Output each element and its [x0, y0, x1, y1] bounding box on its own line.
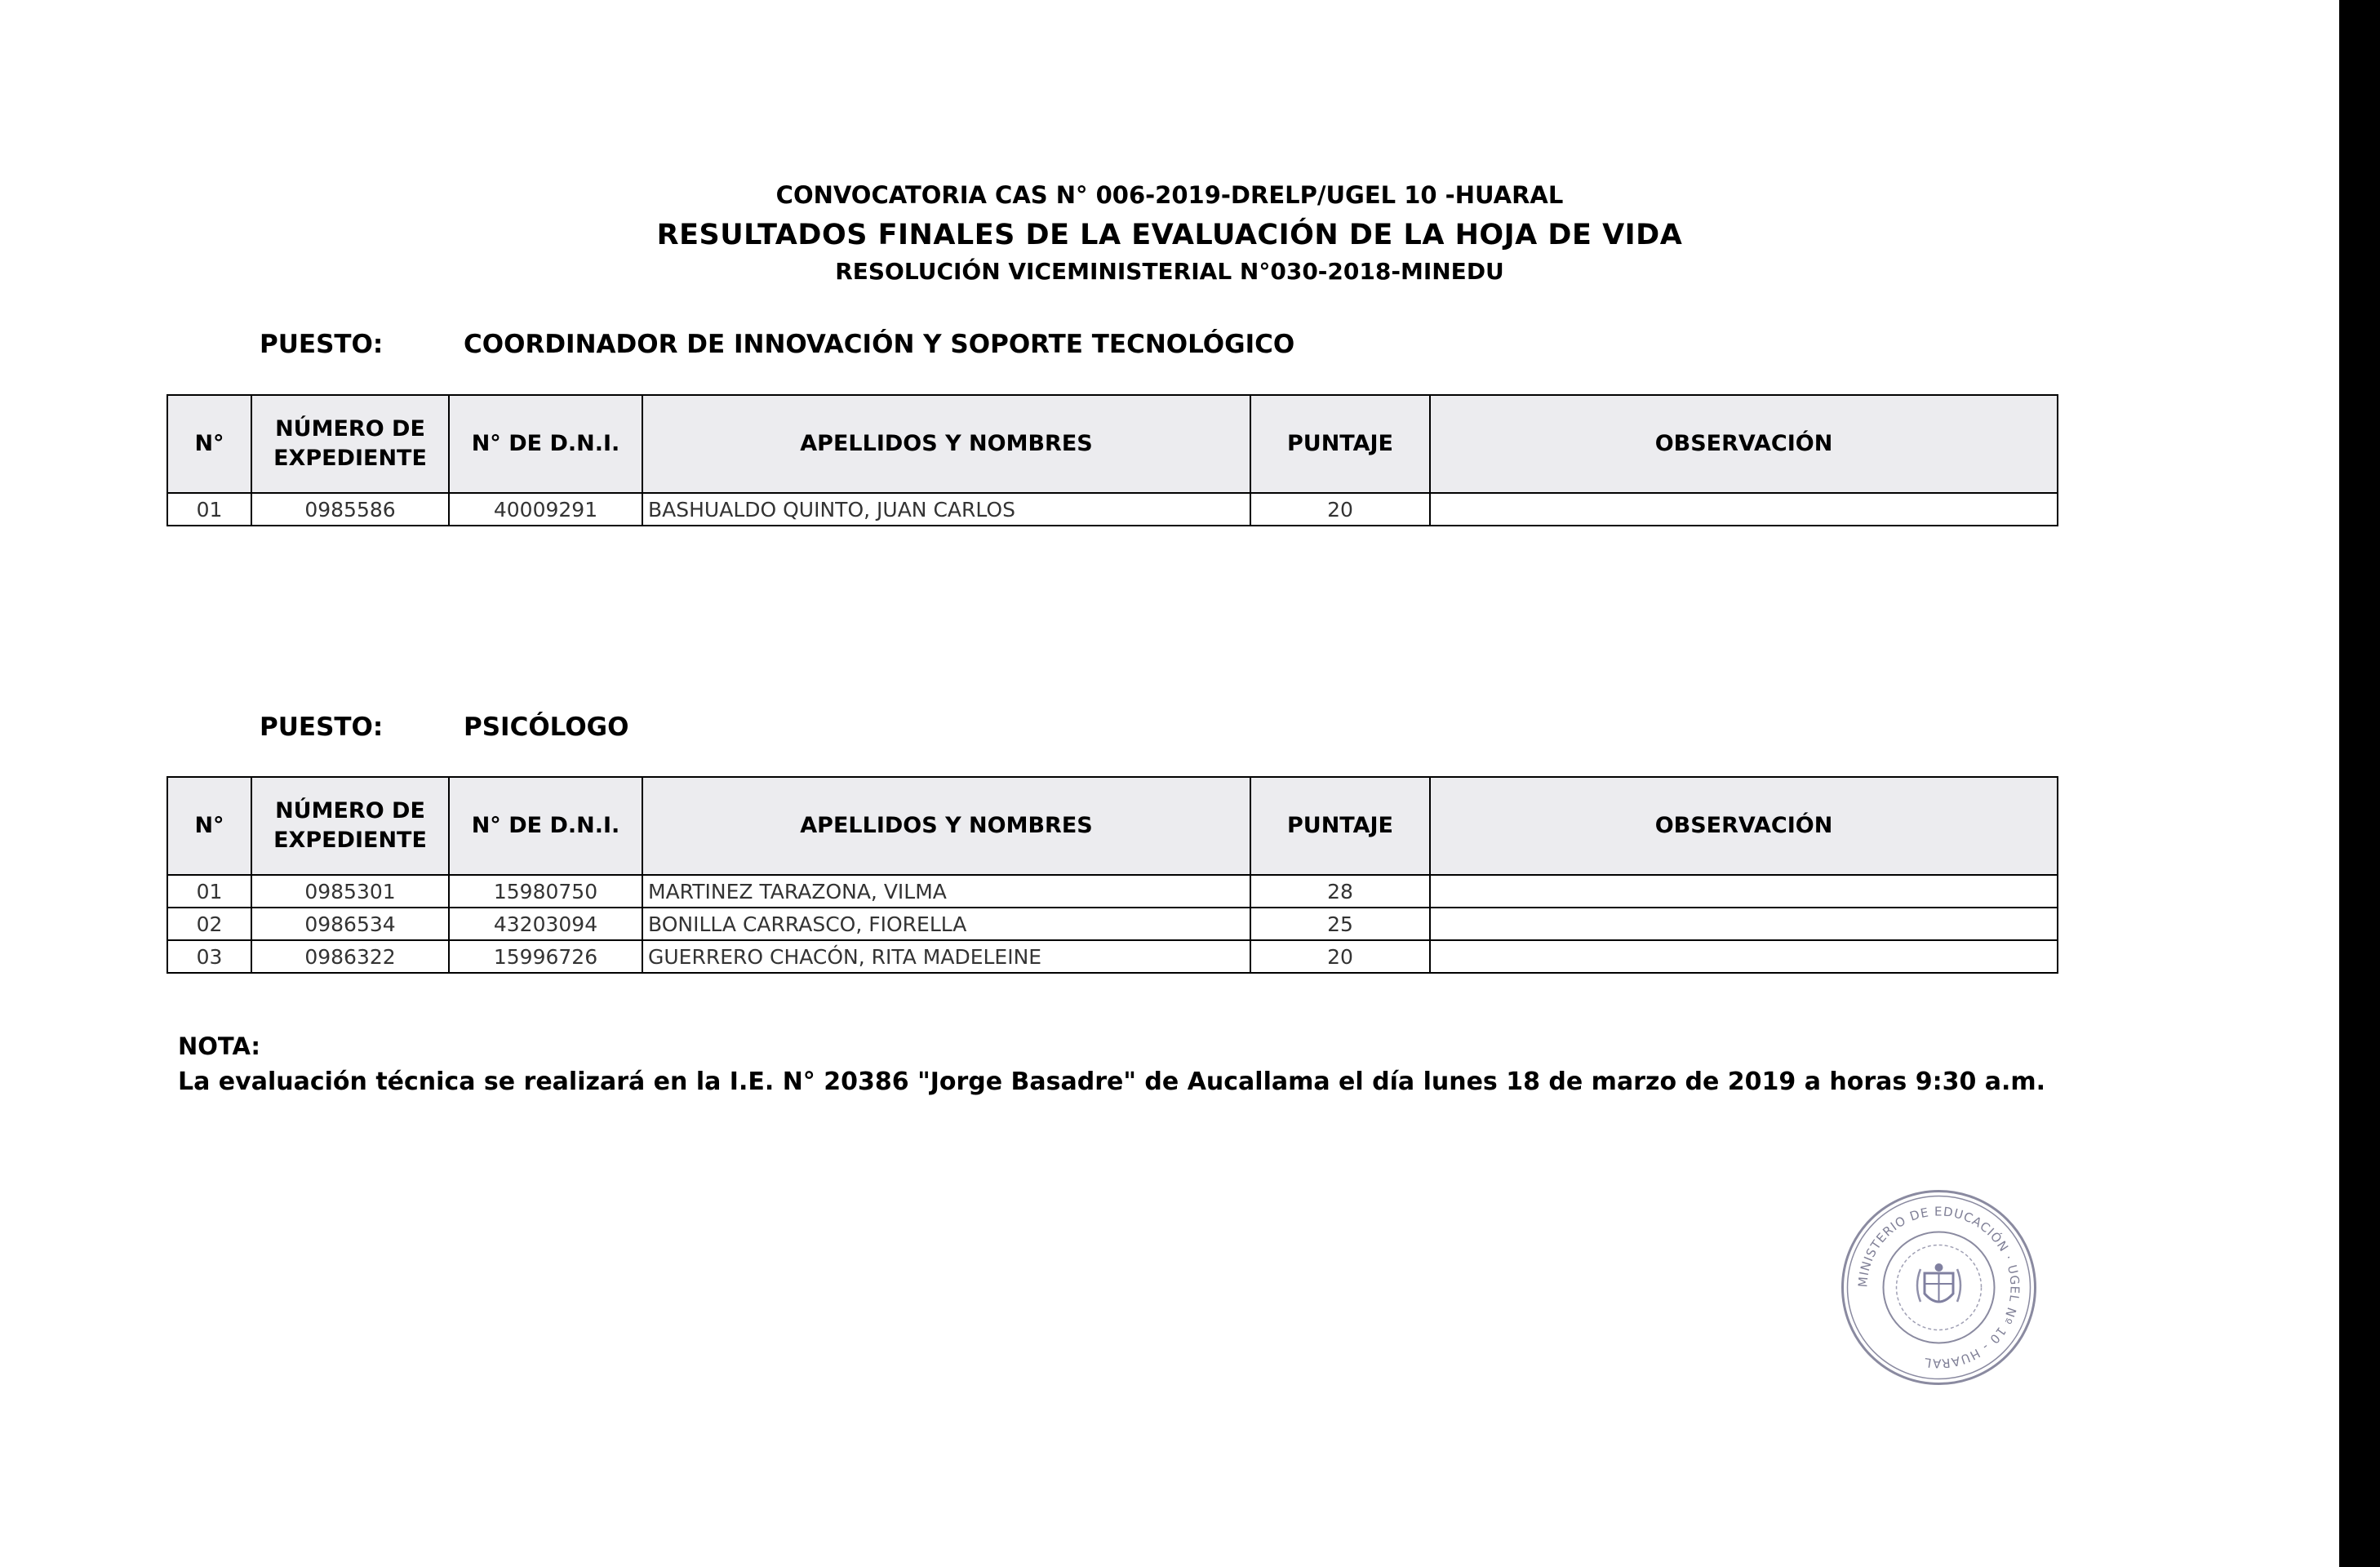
puesto-heading-1 — [260, 330, 1294, 359]
cell-dni: 40009291 — [449, 493, 642, 526]
header-resultados: RESULTADOS FINALES DE LA EVALUACIÓN DE LA HOJA DE VIDA — [656, 219, 1683, 251]
col-header-n: N° — [167, 777, 251, 875]
cell-n: 03 — [167, 940, 251, 973]
header-resolucion: RESOLUCIÓN VICEMINISTERIAL N°030-2018-MINEDU — [835, 258, 1504, 285]
puesto-label: PUESTO: — [260, 712, 384, 742]
cell-puntaje: 20 — [1250, 940, 1430, 973]
col-header-n: N° — [167, 395, 251, 493]
cell-expediente: 0986534 — [251, 908, 449, 940]
col-header-puntaje: PUNTAJE — [1250, 777, 1430, 875]
cell-dni: 15980750 — [449, 875, 642, 908]
results-table-coordinador — [167, 394, 2058, 526]
cell-puntaje: 28 — [1250, 875, 1430, 908]
cell-expediente: 0985301 — [251, 875, 449, 908]
nota-text: La evaluación técnica se realizará en la I.E. N° 20386 "Jorge Basadre" de Aucallama el día lunes 18 de marzo de 2019 a horas 9:30 a.m. — [178, 1068, 2046, 1096]
cell-observacion — [1430, 908, 2058, 940]
col-header-dni: N° DE D.N.I. — [449, 395, 642, 493]
cell-expediente: 0986322 — [251, 940, 449, 973]
col-header-puntaje: PUNTAJE — [1250, 395, 1430, 493]
table-row — [167, 940, 2058, 973]
cell-expediente: 0985586 — [251, 493, 449, 526]
table-header-row — [167, 395, 2058, 493]
cell-puntaje: 20 — [1250, 493, 1430, 526]
table-row — [167, 493, 2058, 526]
cell-dni: 43203094 — [449, 908, 642, 940]
official-seal-icon — [1839, 1187, 2039, 1387]
cell-nombres: MARTINEZ TARAZONA, VILMA — [642, 875, 1250, 908]
cell-observacion — [1430, 940, 2058, 973]
cell-nombres: GUERRERO CHACÓN, RITA MADELEINE — [642, 940, 1250, 973]
header-convocatoria: CONVOCATORIA CAS N° 006-2019-DRELP/UGEL 10 -HUARAL — [775, 181, 1564, 209]
col-header-nombres: APELLIDOS Y NOMBRES — [642, 777, 1250, 875]
cell-observacion — [1430, 493, 2058, 526]
col-header-expediente: NÚMERO DE EXPEDIENTE — [251, 395, 449, 493]
puesto-label: PUESTO: — [260, 330, 384, 359]
results-table-psicologo — [167, 776, 2058, 974]
cell-puntaje: 25 — [1250, 908, 1430, 940]
cell-n: 01 — [167, 875, 251, 908]
col-header-dni: N° DE D.N.I. — [449, 777, 642, 875]
cell-observacion — [1430, 875, 2058, 908]
table-header-row — [167, 777, 2058, 875]
cell-dni: 15996726 — [449, 940, 642, 973]
cell-n: 01 — [167, 493, 251, 526]
nota-label: NOTA: — [178, 1032, 261, 1060]
cell-n: 02 — [167, 908, 251, 940]
table-row — [167, 875, 2058, 908]
puesto-value: COORDINADOR DE INNOVACIÓN Y SOPORTE TECNOLÓGICO — [464, 330, 1295, 359]
puesto-heading-2 — [260, 712, 628, 742]
col-header-nombres: APELLIDOS Y NOMBRES — [642, 395, 1250, 493]
col-header-observacion: OBSERVACIÓN — [1430, 777, 2058, 875]
table-row — [167, 908, 2058, 940]
cell-nombres: BONILLA CARRASCO, FIORELLA — [642, 908, 1250, 940]
seal-text: MINISTERIO DE EDUCACIÓN · UGEL Nº 10 - HUARAL — [1855, 1204, 2023, 1371]
col-header-expediente: NÚMERO DE EXPEDIENTE — [251, 777, 449, 875]
cell-nombres: BASHUALDO QUINTO, JUAN CARLOS — [642, 493, 1250, 526]
puesto-value: PSICÓLOGO — [464, 712, 629, 742]
col-header-observacion: OBSERVACIÓN — [1430, 395, 2058, 493]
